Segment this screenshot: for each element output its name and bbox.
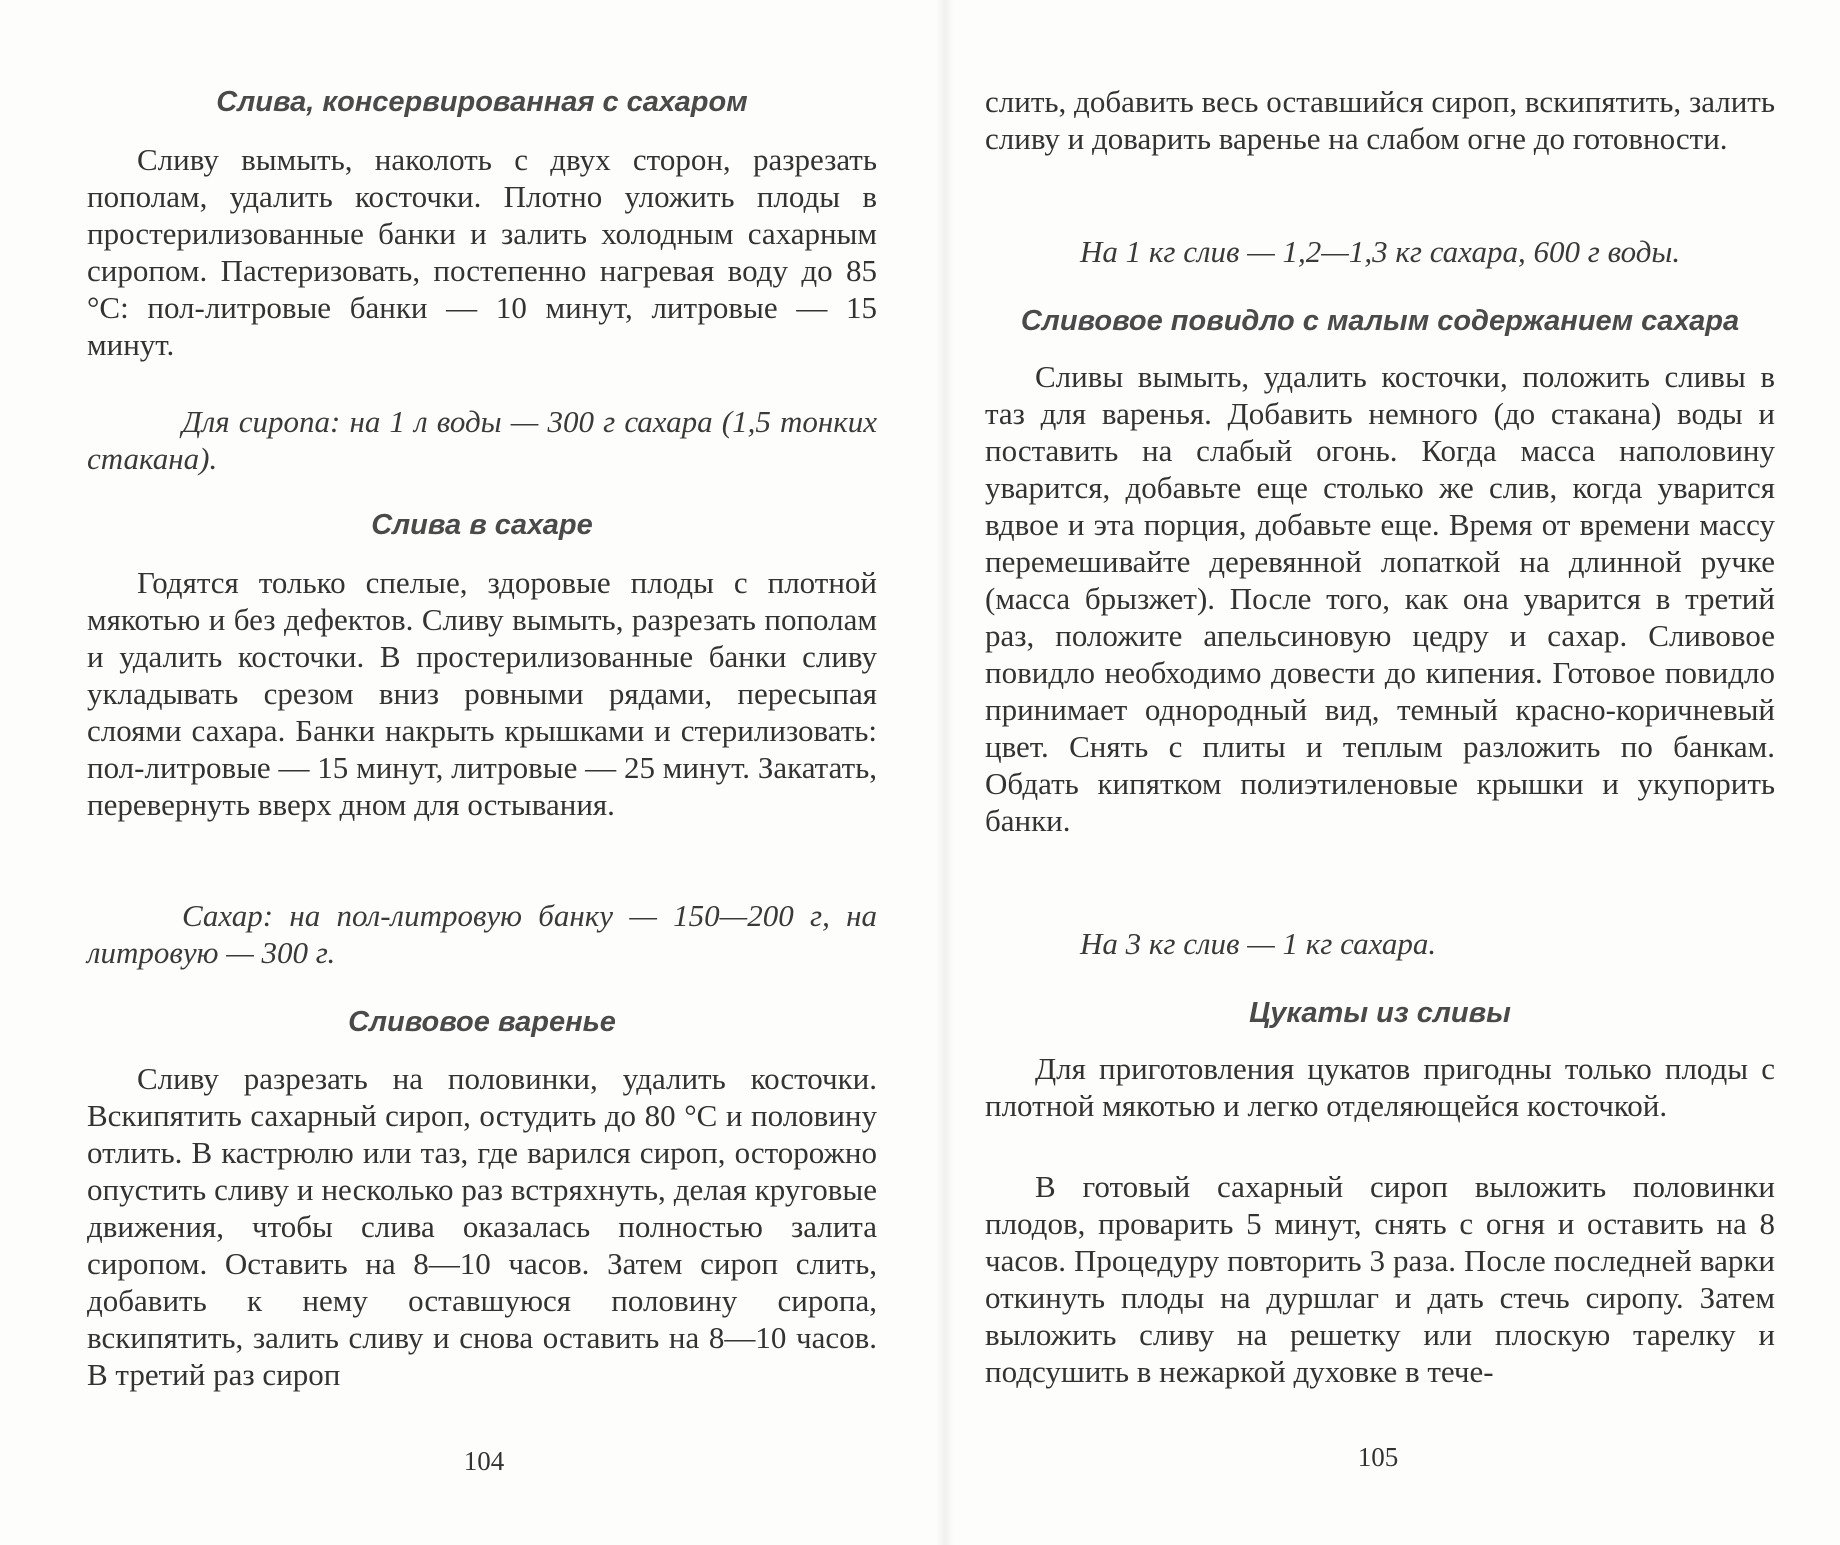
recipe-note: Сахар: на пол-литровую банку — 150—200 г, на литровую — 300 г. [87,898,877,970]
section-text: Сливы вымыть, удалить косточки, положить сливы в таз для варенья. Добавить немного (до стакана) воды и поставить на слабый огонь. Когда масса наполовину уварится, добавьте еще столько же слив, когда уварится вдвое и эта порция, добавьте еще. Время от времени массу перемешивайте деревянной лопаткой на длинной ручке (масса брызжет). После того, как она уварится в третий раз, положите апельсиновую цедру и сахар. Сливовое повидло необходимо довести до кипения. Готовое повидло принимает однородный вид, темный красно-коричневый цвет. Снять с плиты и теплым разложить по банкам. Обдать кипятком полиэтиленовые крышки и укупорить банки. [985,359,1775,838]
section-heading: Слива, консервированная с сахаром [216,86,748,118]
section-text: В готовый сахарный сироп выложить половинки плодов, проварить 5 минут, снять с огня и оставить на 8 часов. Процедуру повторить 3 раза. После последней варки откинуть плоды на дуршлаг и дать стечь сиропу. Затем выложить сливу на решетку или плоскую тарелку и подсушить в нежаркой духовке в тече- [985,1169,1775,1389]
section-heading: Цукаты из сливы [1249,997,1511,1029]
recipe-note: Для сиропа: на 1 л воды — 300 г сахара (1,5 тонких стакана). [87,404,877,476]
section-heading: Сливовое варенье [348,1006,616,1038]
section-text: Годятся только спелые, здоровые плоды с плотной мякотью и без дефектов. Сливу вымыть, разрезать пополам и удалить косточки. В простерилизованные банки сливу укладывать срезом вниз ровными рядами, пересыпая слоями сахара. Банки накрыть крышками и стерилизовать: пол-литровые — 15 минут, литровые — 25 минут. Закатать, перевернуть вверх дном для остывания. [87,565,877,822]
recipe-note: На 1 кг слив — 1,2—1,3 кг сахара, 600 г воды. [1080,234,1681,269]
section-text: Для приготовления цукатов пригодны только плоды с плотной мякотью и легко отделяющейся косточкой. [985,1051,1775,1123]
recipe-note: На 3 кг слив — 1 кг сахара. [1080,926,1437,961]
page-number: 104 [463,1446,505,1476]
book-fold [936,0,954,1545]
section-heading: Сливовое повидло с малым содержанием сахара [1020,305,1740,337]
page-number: 105 [1357,1442,1399,1472]
section-text: Сливу разрезать на половинки, удалить косточки. Вскипятить сахарный сироп, остудить до 80 °С и половину отлить. В кастрюлю или таз, где варился сироп, осторожно опустить сливу и несколько раз встряхнуть, делая круговые движения, чтобы слива оказалась полностью залита сиропом. Оставить на 8—10 часов. Затем сироп слить, добавить к нему оставшуюся половину сиропа, вскипятить, залить сливу и снова оставить на 8—10 часов. В третий раз сироп [87,1061,877,1392]
section-heading: Слива в сахаре [371,509,593,541]
section-text: Сливу вымыть, наколоть с двух сторон, разрезать пополам, удалить косточки. Плотно уложить плоды в простерилизованные банки и залить холодным сахарным сиропом. Пастеризовать, постепенно нагревая воду до 85 °С: пол-литровые банки — 10 минут, литровые — 15 минут. [87,142,877,362]
continuation-text: слить, добавить весь оставшийся сироп, вскипятить, залить сливу и доварить варенье на слабом огне до готовности. [985,84,1775,156]
